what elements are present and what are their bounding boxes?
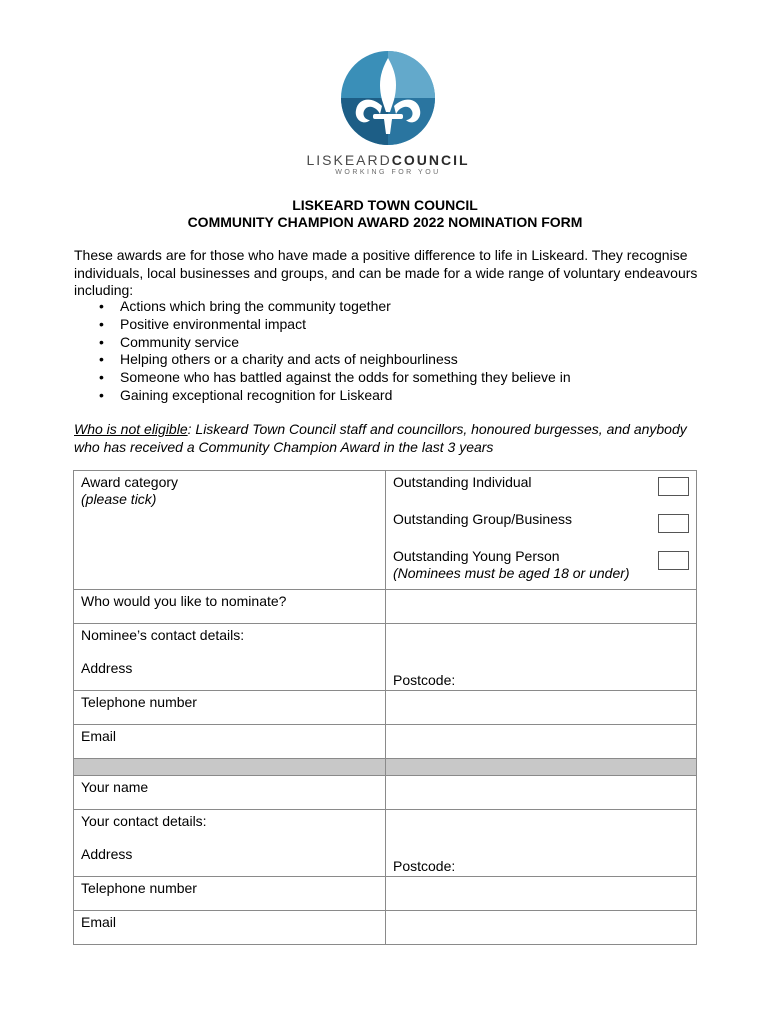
nominee-telephone-label-cell: Telephone number xyxy=(74,691,386,725)
list-item: • Someone who has battled against the odds for something they believe in xyxy=(74,369,714,387)
nominee-contact-label-cell xyxy=(74,624,386,691)
list-item: • Gaining exceptional recognition for Liskeard xyxy=(74,387,714,405)
your-address-label: Address xyxy=(81,846,133,862)
endeavours-list xyxy=(74,298,714,405)
award-category-label: Award category xyxy=(81,474,179,490)
outstanding-group-checkbox[interactable] xyxy=(658,514,689,533)
your-address-field[interactable] xyxy=(386,810,697,877)
your-email-field[interactable] xyxy=(386,911,697,945)
award-options-cell xyxy=(386,471,697,590)
option-label: Outstanding Group/Business xyxy=(393,511,572,527)
option-outstanding-group xyxy=(393,508,689,545)
option-note: (Nominees must be aged 18 or under) xyxy=(393,565,630,581)
your-contact-label: Your contact details: xyxy=(81,813,207,829)
outstanding-individual-checkbox[interactable] xyxy=(658,477,689,496)
your-contact-label-cell xyxy=(74,810,386,877)
eligibility-note xyxy=(74,421,714,456)
logo-tagline: WORKING FOR YOU xyxy=(335,169,441,176)
your-postcode-label: Postcode: xyxy=(393,858,456,874)
option-outstanding-young-person xyxy=(393,545,689,582)
outstanding-young-person-checkbox[interactable] xyxy=(658,551,689,570)
section-divider xyxy=(74,759,386,776)
list-item: • Helping others or a charity and acts of neighbourliness xyxy=(74,351,714,369)
list-item: • Positive environmental impact xyxy=(74,316,714,334)
option-label: Outstanding Individual xyxy=(393,474,532,490)
award-category-cell xyxy=(74,471,386,590)
page-title xyxy=(0,197,770,231)
intro-paragraph: These awards are for those who have made a positive difference to life in Liskeard. They recognise individuals, local businesses and groups, and can be made for a wide range of voluntary endeavours including: xyxy=(74,247,698,298)
eligibility-label: Who is not eligible xyxy=(74,421,188,437)
council-logo xyxy=(300,50,476,176)
please-tick-label: (please tick) xyxy=(81,491,157,507)
nominee-email-field[interactable] xyxy=(386,725,697,759)
nominee-name-label-cell: Who would you like to nominate? xyxy=(74,590,386,624)
your-email-label-cell: Email xyxy=(74,911,386,945)
nominee-email-label-cell: Email xyxy=(74,725,386,759)
nominee-address-label: Address xyxy=(81,660,133,676)
section-divider xyxy=(386,759,697,776)
your-name-label-cell: Your name xyxy=(74,776,386,810)
title-line-1: LISKEARD TOWN COUNCIL xyxy=(292,197,478,213)
eligibility-text: : Liskeard Town Council staff and councillors, honoured burgesses, and anybody who has received a Community Champion Award in the last 3 years xyxy=(74,421,687,455)
title-line-2: COMMUNITY CHAMPION AWARD 2022 NOMINATION FORM xyxy=(187,214,583,230)
nominee-postcode-label: Postcode: xyxy=(393,672,456,688)
nominee-telephone-field[interactable] xyxy=(386,691,697,725)
your-telephone-label-cell: Telephone number xyxy=(74,877,386,911)
your-name-field[interactable] xyxy=(386,776,697,810)
nominee-address-field[interactable] xyxy=(386,624,697,691)
option-outstanding-individual xyxy=(393,471,689,508)
nominee-contact-label: Nominee’s contact details: xyxy=(81,627,245,643)
list-item: • Community service xyxy=(74,334,714,352)
list-item: • Actions which bring the community together xyxy=(74,298,714,316)
nominee-name-field[interactable] xyxy=(386,590,697,624)
logo-wordmark: LISKEARDCOUNCIL xyxy=(306,152,470,168)
your-telephone-field[interactable] xyxy=(386,877,697,911)
option-label: Outstanding Young Person xyxy=(393,548,560,564)
fleur-de-lis-icon xyxy=(340,50,436,146)
nomination-form-table xyxy=(73,470,697,945)
